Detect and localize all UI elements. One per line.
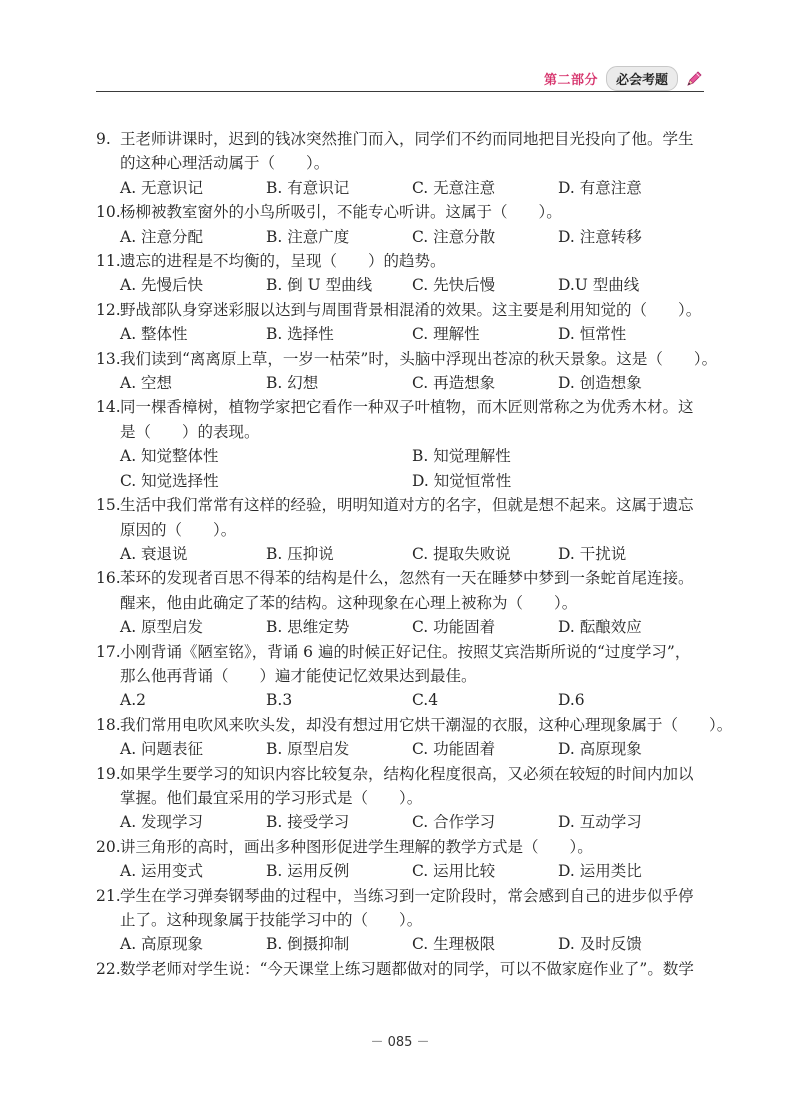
answer-option: C. 生理极限: [412, 935, 496, 954]
question-text: 苯环的发现者百思不得苯的结构是什么，忽然有一天在睡梦中梦到一条蛇首尾连接。: [120, 569, 694, 588]
question-item: [96, 249, 704, 298]
question-item: [96, 127, 704, 200]
question-item: [96, 957, 704, 981]
answer-option: C. 无意注意: [412, 178, 496, 197]
pencil-icon: [684, 69, 704, 89]
answer-option: B. 原型启发: [266, 740, 350, 759]
answer-option: D.6: [558, 691, 585, 710]
answer-option: B. 倒 U 型曲线: [266, 276, 373, 295]
options-row: [96, 225, 704, 249]
question-text-continued: 的这种心理活动属于（ ）。: [120, 154, 330, 173]
options-row: [96, 859, 704, 883]
options-row: [96, 542, 704, 566]
question-text: 我们读到“离离原上草，一岁一枯荣”时，头脑中浮现出苍凉的秋天景象。这是（ ）。: [120, 349, 718, 368]
answer-option: A. 高原现象: [120, 935, 204, 954]
question-first-line: [96, 298, 704, 322]
question-text: 学生在学习弹奏钢琴曲的过程中，当练习到一定阶段时，常会感到自己的进步似乎停: [120, 886, 694, 905]
question-number: 13.: [96, 349, 121, 368]
answer-option: D. 恒常性: [558, 325, 627, 344]
question-first-line: [96, 395, 704, 419]
answer-option: D. 注意转移: [558, 227, 642, 246]
question-number: 9.: [96, 130, 111, 148]
question-text: 数学老师对学生说：“今天课堂上练习题都做对的同学，可以不做家庭作业了”。数学: [120, 959, 694, 978]
question-first-line: [96, 200, 704, 224]
answer-option: D. 干扰说: [558, 544, 627, 563]
question-first-line: [96, 884, 704, 908]
question-item: [96, 493, 704, 566]
question-text: 遗忘的进程是不均衡的，呈现（ ）的趋势。: [120, 252, 446, 271]
page-header: [544, 66, 704, 91]
answer-option: B. 有意识记: [266, 178, 350, 197]
question-first-line: [96, 957, 704, 981]
question-number: 16.: [96, 569, 121, 588]
question-text: 同一棵香樟树，植物学家把它看作一种双子叶植物，而木匠则常称之为优秀木材。这: [120, 398, 694, 417]
question-first-line: [96, 566, 704, 590]
question-item: [96, 298, 704, 347]
options-row: [96, 932, 704, 956]
answer-option: B. 注意广度: [266, 227, 350, 246]
question-text-continued: 那么他再背诵（ ）遍才能使记忆效果达到最佳。: [120, 666, 477, 685]
answer-option: C. 注意分散: [412, 227, 496, 246]
question-text: 杨柳被教室窗外的小鸟所吸引，不能专心听讲。这属于（ ）。: [120, 203, 562, 222]
answer-option: A. 无意识记: [120, 178, 204, 197]
question-first-line: [96, 835, 704, 859]
question-number: 19.: [96, 764, 121, 783]
answer-option: A. 发现学习: [120, 813, 204, 832]
answer-option: A. 问题表征: [120, 740, 204, 759]
answer-option: A. 原型启发: [120, 618, 204, 637]
answer-option: D. 运用类比: [558, 862, 642, 881]
answer-option: A.2: [120, 691, 146, 710]
answer-option: B. 压抑说: [266, 544, 334, 563]
question-number: 22.: [96, 959, 121, 978]
answer-option: A. 衰退说: [120, 544, 188, 563]
answer-option: D. 及时反馈: [558, 935, 642, 954]
question-item: [96, 835, 704, 884]
answer-option: C. 再造想象: [412, 374, 496, 393]
answer-option: C. 功能固着: [412, 618, 496, 637]
answer-option: B. 幻想: [266, 374, 319, 393]
question-item: [96, 566, 704, 639]
options-row: [96, 615, 704, 639]
question-item: [96, 395, 704, 493]
question-number: 14.: [96, 398, 121, 417]
answer-option: D. 有意注意: [558, 178, 642, 197]
question-item: [96, 713, 733, 762]
question-first-line: [96, 640, 704, 664]
question-first-line: [96, 127, 704, 151]
options-row: [96, 737, 704, 761]
answer-option: A. 整体性: [120, 325, 188, 344]
question-number: 11.: [96, 252, 121, 271]
options-row: [96, 810, 704, 834]
question-number: 12.: [96, 300, 121, 319]
question-first-line: [96, 493, 704, 517]
options-row: [96, 273, 704, 297]
question-text-continued: 止了。这种现象属于技能学习中的（ ）。: [120, 911, 423, 929]
answer-option: C.4: [412, 691, 439, 710]
answer-option: D. 高原现象: [558, 740, 642, 759]
options-row: [96, 444, 704, 493]
question-first-line: [96, 762, 704, 786]
answer-option: A. 运用变式: [120, 862, 204, 881]
answer-option: A. 知觉整体性: [120, 447, 219, 466]
question-number: 20.: [96, 837, 121, 856]
question-number: 17.: [96, 642, 121, 661]
answer-option: B. 选择性: [266, 325, 334, 344]
question-number: 21.: [96, 886, 121, 905]
answer-option: C. 先快后慢: [412, 276, 496, 295]
answer-option: C. 理解性: [412, 325, 480, 344]
answer-option: D. 互动学习: [558, 813, 642, 832]
question-text: 讲三角形的高时，画出多种图形促进学生理解的教学方式是（ ）。: [120, 837, 593, 856]
question-text: 我们常用电吹风来吹头发，却没有想过用它烘干潮湿的衣服，这种心理现象属于（ ）。: [120, 715, 733, 734]
options-row: [96, 176, 704, 200]
answer-option: D. 知觉恒常性: [412, 471, 512, 490]
question-number: 10.: [96, 203, 121, 222]
answer-option: A. 先慢后快: [120, 276, 204, 295]
question-text-continued: 是（ ）的表现。: [120, 422, 260, 441]
question-item: [96, 347, 718, 396]
answer-option: B. 运用反例: [266, 862, 350, 881]
question-first-line: [96, 347, 718, 371]
answer-option: B. 思维定势: [266, 618, 350, 637]
options-row: [96, 688, 704, 712]
question-first-line: [96, 713, 733, 737]
options-row: [96, 371, 704, 395]
options-row: [96, 322, 704, 346]
question-item: [96, 200, 704, 249]
answer-option: A. 空想: [120, 374, 173, 393]
answer-option: B. 知觉理解性: [412, 447, 511, 466]
page-number: － 085 －: [370, 1035, 430, 1050]
question-list: [96, 127, 733, 981]
question-text-continued: 掌握。他们最宜采用的学习形式是（ ）。: [120, 788, 423, 807]
answer-option: D. 酝酿效应: [558, 618, 642, 637]
answer-option: A. 注意分配: [120, 227, 204, 246]
question-text: 如果学生要学习的知识内容比较复杂，结构化程度很高，又必须在较短的时间内加以: [120, 764, 694, 783]
question-number: 15.: [96, 496, 121, 515]
answer-option: C. 功能固着: [412, 740, 496, 759]
question-item: [96, 884, 704, 957]
question-text: 小刚背诵《陋室铭》，背诵 6 遍的时候正好记住。按照艾宾浩斯所说的“过度学习”，: [120, 642, 691, 661]
answer-option: C. 提取失败说: [412, 544, 511, 563]
question-text-continued: 醒来，他由此确定了苯的结构。这种现象在心理上被称为（ ）。: [120, 593, 578, 612]
question-item: [96, 762, 704, 835]
answer-option: C. 运用比较: [412, 862, 496, 881]
header-rule: [96, 91, 704, 92]
part-label: 第二部分: [543, 73, 598, 88]
question-number: 18.: [96, 715, 121, 734]
answer-option: B. 接受学习: [266, 813, 350, 832]
question-item: [96, 640, 704, 713]
answer-option: D. 创造想象: [558, 374, 642, 393]
question-text-continued: 原因的（ ）。: [120, 520, 237, 539]
answer-option: C. 知觉选择性: [120, 471, 219, 490]
section-badge: 必会考题: [606, 66, 678, 91]
question-first-line: [96, 249, 704, 273]
question-text: 野战部队身穿迷彩服以达到与周围背景相混淆的效果。这主要是利用知觉的（ ）。: [120, 300, 702, 319]
question-text: 生活中我们常常有这样的经验，明明知道对方的名字，但就是想不起来。这属于遗忘: [120, 496, 694, 515]
answer-option: C. 合作学习: [412, 813, 496, 832]
answer-option: D.U 型曲线: [558, 276, 640, 295]
answer-option: B. 倒摄抑制: [266, 935, 350, 954]
question-text: 王老师讲课时，迟到的钱冰突然推门而入，同学们不约而同地把目光投向了他。学生: [120, 130, 694, 148]
answer-option: B.3: [266, 691, 293, 710]
